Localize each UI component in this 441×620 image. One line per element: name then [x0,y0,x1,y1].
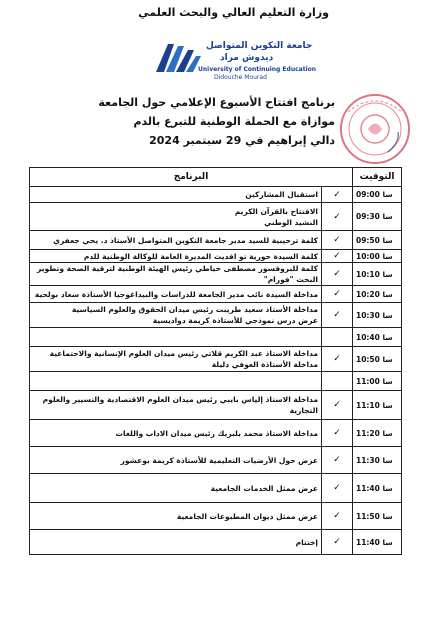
program-cell [30,391,322,420]
program-title: برنامج افتتاح الأسبوع الإعلامي حول الجامعة [98,96,335,109]
table-row [30,203,402,231]
check-cell: ✓ [322,420,353,447]
table-row [30,250,402,263]
check-cell: ✓ [322,187,353,203]
time-cell: 10:10 سا [353,263,402,286]
program-cell [30,328,322,347]
table-row [30,347,402,372]
program-cell [30,231,322,250]
time-column-header: التوقيت [353,168,402,187]
time-cell: 11:20 سا [353,420,402,447]
check-cell: ✓ [322,447,353,474]
check-cell: ✓ [322,231,353,250]
time-cell: 11:40 سا [353,474,402,503]
university-city-ar: ديدوش مراد [220,53,274,63]
program-table [29,167,402,555]
program-item: مداخلة الأستاذ سعيد طريبت رئيس ميدان الحقوق والعلوم السياسية [71,305,318,314]
table-row [30,328,402,347]
program-item: مداخلة السيدة نائب مدير الجامعة للدراسات والبيداغوجيا الأستاذة سعاد بولحية [34,289,318,299]
time-cell: 10:40 سا [353,328,402,347]
time-cell: 09:30 سا [353,203,402,231]
program-item: كلمة السيدة حورية تو افديث المديرة العامة للوكالة الوطنية للدم [83,251,318,261]
ministry-name: وزارة التعليم العالي والبحث العلمي [138,6,329,19]
table-row [30,187,402,203]
program-item: إختتام [295,537,318,547]
program-cell [30,303,322,328]
program-item: مداخلة الأستاذة العوفي دليلة [211,360,318,369]
program-item: مداخلة الاستاذ إلياس بايبي رئيس ميدان العلوم الاقتصادية والتسيير والعلوم التجارية [42,395,318,415]
program-subtitle: موازاة مع الحملة الوطنية للتبرع بالدم [133,115,335,128]
program-cell [30,420,322,447]
time-cell: 11:50 سا [353,503,402,530]
program-cell [30,263,322,286]
time-cell: 11:30 سا [353,447,402,474]
program-item: عرض ممثل الخدمات الجامعية [210,483,318,493]
table-row [30,372,402,391]
time-cell: 10:00 سا [353,250,402,263]
program-item: استقبال المشاركين [245,190,318,199]
table-header-row [30,168,402,187]
time-cell: 11:10 سا [353,391,402,420]
program-item: مداخلة الاستاذ محمد بلبريك رئيس ميدان الاداب واللغات [115,428,318,438]
table-row [30,286,402,303]
check-cell [322,372,353,391]
table-row [30,420,402,447]
program-cell [30,372,322,391]
check-cell: ✓ [322,286,353,303]
program-item: عرض حول الأرضيات التعليمية للأستاذة كريمة بوعشور [120,455,318,465]
program-item: النشيد الوطني [264,217,318,227]
university-logo [152,38,204,78]
check-cell: ✓ [322,474,353,503]
program-item: كلمة للبروفسور مصطفى خياطي رئيس الهيئة الوطنية لترقية الصحة وتطوير البحث "فورام" [37,264,318,284]
program-item: الافتتاح بالقرآن الكريم [234,206,318,216]
program-item: عرض درس نموذجي للأستاذة كريمة دواديسية [152,316,318,325]
check-cell: ✓ [322,303,353,328]
program-item: مداخلة الاستاذ عبد الكريم قلاتي رئيس ميدان العلوم الإنسانية والاجتماعية [49,349,318,358]
time-cell: 10:20 سا [353,286,402,303]
time-cell: 11:40 سا [353,530,402,555]
program-cell [30,530,322,555]
time-cell: 09:50 سا [353,231,402,250]
table-row [30,447,402,474]
time-cell: 10:30 سا [353,303,402,328]
table-row [30,391,402,420]
table-row [30,503,402,530]
table-row [30,303,402,328]
program-cell [30,447,322,474]
official-stamp [338,92,412,166]
program-cell [30,250,322,263]
table-row [30,263,402,286]
time-cell: 10:50 سا [353,347,402,372]
check-cell: ✓ [322,503,353,530]
time-cell: 11:00 سا [353,372,402,391]
time-cell: 09:00 سا [353,187,402,203]
university-city-en: Didouche Mourad [214,74,267,81]
check-cell: ✓ [322,203,353,231]
program-cell [30,503,322,530]
university-name-en: University of Continuing Education [198,66,317,73]
table-row [30,474,402,503]
check-cell: ✓ [322,391,353,420]
program-cell [30,474,322,503]
program-item: كلمة ترحيبية للسيد مدير جامعة التكوين المتواصل الأستاذ د. يحي جعفري [53,235,318,245]
program-cell [30,187,322,203]
table-row [30,231,402,250]
program-cell [30,347,322,372]
check-cell: ✓ [322,347,353,372]
university-name-ar: جامعة التكوين المتواصل [206,41,313,51]
program-cell [30,286,322,303]
program-item: عرض ممثل ديوان المطبوعات الجامعية [176,511,318,521]
check-cell: ✓ [322,530,353,555]
check-cell [322,328,353,347]
check-cell: ✓ [322,263,353,286]
check-cell: ✓ [322,250,353,263]
program-date: دالي إبراهيم في 29 سبتمبر 2024 [149,134,335,147]
program-column-header: البرنامج [30,168,353,187]
table-row [30,530,402,555]
program-cell [30,203,322,231]
